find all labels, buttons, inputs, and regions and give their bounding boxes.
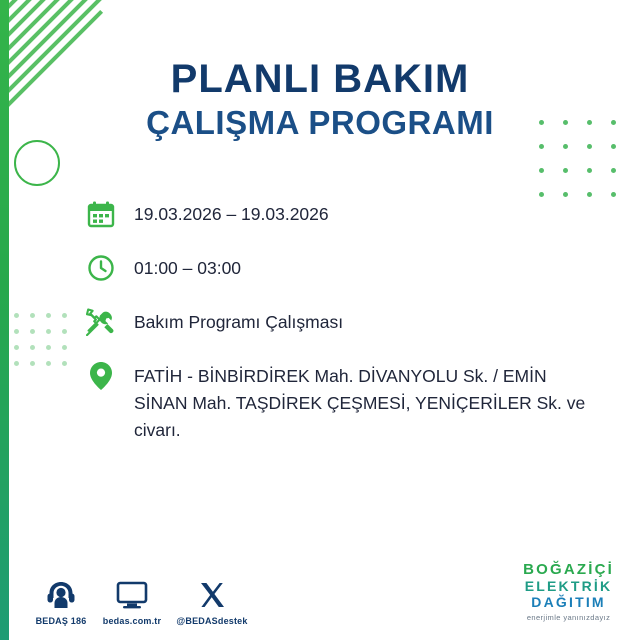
brand-logo <box>523 562 614 622</box>
work-value: Bakım Programı Çalışması <box>134 312 344 332</box>
info-row-work <box>84 306 596 338</box>
monitor-icon <box>96 577 168 613</box>
headset-icon <box>26 577 96 613</box>
social-item[interactable] <box>168 577 256 626</box>
date-value: 19.03.2026 – 19.03.2026 <box>134 204 329 224</box>
title-line-2: ÇALIŞMA PROGRAMI <box>146 104 494 141</box>
page-title <box>0 58 640 142</box>
website-label: bedas.com.tr <box>102 616 162 626</box>
footer <box>0 548 640 626</box>
call-center-item[interactable] <box>26 577 96 626</box>
title-line-1: PLANLI BAKIM <box>170 57 470 101</box>
call-center-label: BEDAŞ 186 <box>35 616 87 626</box>
x-logo-icon <box>168 577 256 613</box>
brand-line-1: BOĞAZİÇİ <box>523 561 614 579</box>
circle-decoration <box>14 140 60 186</box>
brand-line-2: ELEKTRİK <box>524 578 613 595</box>
brand-slogan: enerjimle yanınızdayız <box>526 612 611 622</box>
info-row-time <box>84 252 596 284</box>
time-value: 01:00 – 03:00 <box>134 258 242 278</box>
clock-icon <box>84 252 118 284</box>
info-row-location <box>84 360 596 444</box>
website-item[interactable] <box>96 577 168 626</box>
tools-icon <box>84 306 118 338</box>
brand-line-3: DAĞITIM <box>531 593 606 610</box>
info-list <box>84 198 596 466</box>
calendar-icon <box>84 198 118 230</box>
info-row-date <box>84 198 596 230</box>
map-pin-icon <box>84 360 118 392</box>
dot-grid-decoration-left <box>14 313 67 366</box>
location-value: FATİH - BİNBİRDİREK Mah. DİVANYOLU Sk. / EMİN SİNAN Mah. TAŞDİREK ÇEŞMESİ, YENİÇERİLER Sk. ve civarı. <box>134 366 586 441</box>
social-label: @BEDASdestek <box>176 616 248 626</box>
